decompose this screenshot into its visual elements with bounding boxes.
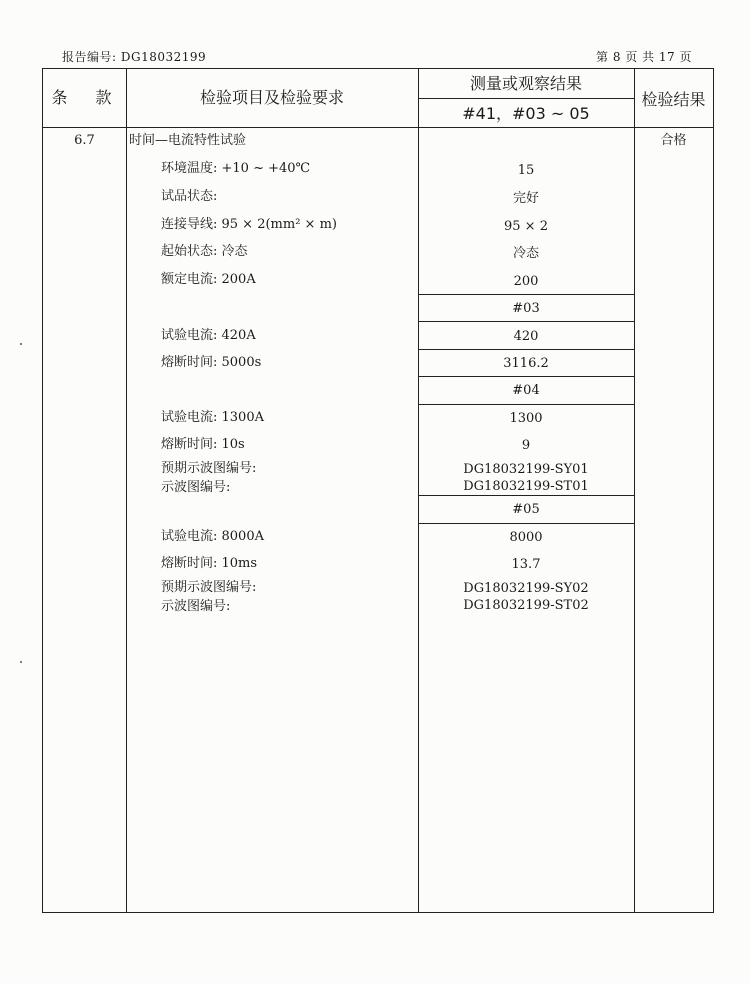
- osc-label: 预期示波图编号:: [161, 461, 257, 476]
- sample-row-value: 3116.2: [503, 356, 549, 371]
- sample-row-label: 试验电流: 1300A: [161, 410, 264, 425]
- sample-row-value: 13.7: [511, 557, 541, 572]
- header-measure-samples: #41，#03 ~ 05: [462, 104, 590, 123]
- condition-value: 冷态: [512, 246, 539, 261]
- sample-row-value: 9: [521, 438, 531, 453]
- header-item: 检验项目及检验要求: [199, 88, 344, 107]
- sample-row-value: 1300: [509, 411, 543, 426]
- results-table: [42, 68, 714, 913]
- osc-value: DG18032199-SY01: [463, 462, 589, 477]
- scan-mark: [20, 661, 22, 663]
- sample-id: #04: [512, 383, 540, 398]
- condition-label: 额定电流: 200A: [161, 272, 256, 287]
- condition-value: 完好: [512, 191, 539, 206]
- sample-row-value: 8000: [509, 530, 543, 545]
- header-measure: 测量或观察结果: [469, 74, 582, 93]
- header-bottom-rule: [43, 127, 713, 128]
- sample-row-label: 熔断时间: 5000s: [161, 355, 262, 370]
- sample-divider: [418, 349, 634, 350]
- condition-label: 起始状态: 冷态: [161, 244, 248, 259]
- sample-divider: [418, 404, 634, 405]
- report-number: 报告编号: DG18032199: [62, 50, 207, 64]
- sample-row-label: 试验电流: 420A: [161, 328, 256, 343]
- test-name: 时间—电流特性试验: [129, 133, 247, 148]
- sample-divider: [418, 321, 634, 322]
- condition-value: 200: [513, 274, 539, 289]
- sample-row-label: 熔断时间: 10s: [161, 437, 245, 452]
- osc-value: DG18032199-ST01: [463, 479, 589, 494]
- osc-value: DG18032199-ST02: [463, 598, 589, 613]
- sample-divider: [418, 376, 634, 377]
- sample-row-value: 420: [513, 329, 539, 344]
- condition-label: 环境温度: +10 ~ +40℃: [161, 161, 311, 176]
- condition-label: 连接导线: 95 × 2(mm² × m): [161, 217, 337, 232]
- page-info: 第 8 页 共 17 页: [596, 50, 692, 64]
- sample-divider: [418, 495, 634, 496]
- sample-row-label: 熔断时间: 10ms: [161, 556, 258, 571]
- osc-value: DG18032199-SY02: [463, 581, 589, 596]
- sample-divider: [418, 294, 634, 295]
- column-divider: [634, 69, 635, 912]
- clause-number: 6.7: [74, 133, 95, 148]
- condition-value: 15: [517, 163, 535, 178]
- condition-value: 95 × 2: [504, 219, 548, 234]
- scan-mark: [20, 343, 22, 345]
- verdict: 合格: [660, 133, 687, 148]
- header-result: 检验结果: [641, 90, 706, 109]
- column-divider: [126, 69, 127, 912]
- sample-id: #05: [512, 502, 540, 517]
- condition-label: 试品状态:: [161, 189, 218, 204]
- header-clause: 条 款: [51, 88, 118, 107]
- osc-label: 示波图编号:: [161, 599, 231, 614]
- osc-label: 预期示波图编号:: [161, 580, 257, 595]
- osc-label: 示波图编号:: [161, 480, 231, 495]
- sample-row-label: 试验电流: 8000A: [161, 529, 264, 544]
- sample-id: #03: [512, 301, 540, 316]
- header-divider: [418, 98, 634, 99]
- sample-divider: [418, 523, 634, 524]
